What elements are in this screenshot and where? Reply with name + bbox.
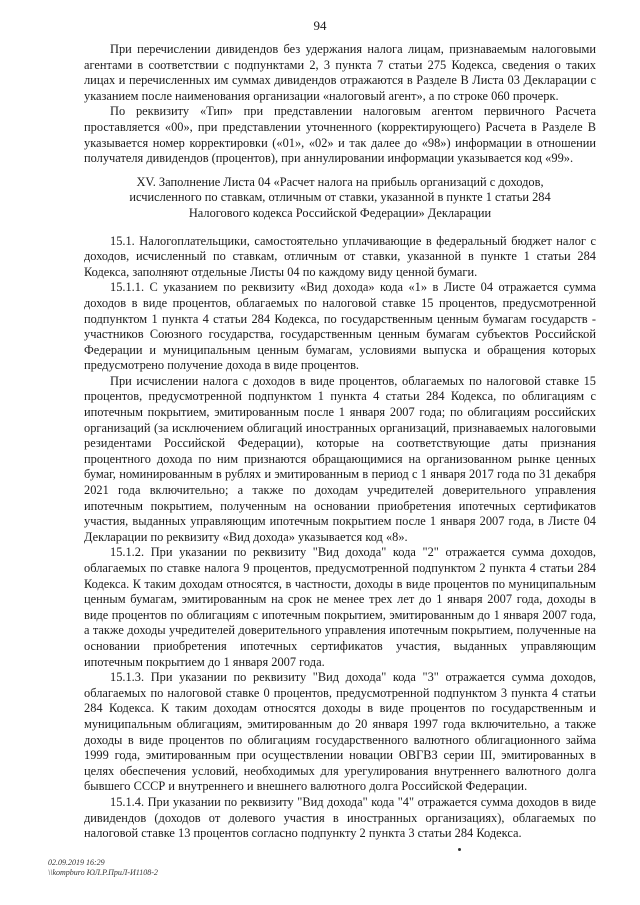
section-title-line: Налогового кодекса Российской Федерации» Декларации (188, 205, 492, 220)
paragraph-dividends-no-withholding: При перечислении дивидендов без удержания налога лицам, признаваемым налоговыми агентами в соответствии с подпунктами 2, 3 пункта 7 статьи 275 Кодекса, сведения о таких лицах и перечисленных им суммах дивидендов отражаются в Разделе В Листа 03 Декларации с указанием после наименования организации «налоговый агент», а по строке 060 прочерк. (84, 42, 596, 103)
paragraph-15-1-1: 15.1.1. С указанием по реквизиту «Вид дохода» кода «1» в Листе 04 отражается сумма доходов в виде процентов, облагаемых по налоговой ставке 15 процентов, предусмотренной подпунктом 1 пункта 4 статьи 284 Кодекса, по государственным ценным бумагам государств - участников Союзного государства, государственным ценным бумагам субъектов Российской Федерации и муниципальным ценным бумагам, условиями выпуска и обращения которых предусмотрено получение дохода в виде процентов. (84, 280, 596, 373)
page-number: 94 (313, 18, 327, 33)
paragraph-type-field: По реквизиту «Тип» при представлении налоговым агентом первичного Расчета проставляется «00», при представлении уточненного (корректирующего) Расчета в Разделе В указывается номер корректировки («01», «02» и так далее до «98») информации в отношении получателя дивидендов (процентов), при аннулировании информации указывается код «99». (84, 104, 596, 166)
section-title-line: XV. Заполнение Листа 04 «Расчет налога на прибыль организаций с доходов, (136, 174, 544, 189)
paragraph-15-1: 15.1. Налогоплательщики, самостоятельно уплачивающие в федеральный бюджет налог с доходов, исчисленный по ставкам, отличным от ставки, указанной в пункте 1 статьи 284 Кодекса, заполняют отдельные Листы 04 по каждому виду ценной бумаги. (84, 233, 596, 279)
paragraph-code-8: При исчислении налога с доходов в виде процентов, облагаемых по налоговой ставке 15 процентов, предусмотренной подпунктом 1 пункта 4 статьи 284 Кодекса, по облигациям с ипотечным покрытием, эмитированным после 1 января 2007 года; по облигациям российских организаций (за исключением облигаций иностранных организаций, признаваемых налоговыми резидентами Российской Федерации), которые на соответствующие даты признания процентного дохода по ним признаются обращающимися на организованном рынке ценных бумаг, номинированным в рублях и эмитированным в период с 1 января 2017 года по 31 декабря 2021 года включительно; а также по доходам учредителей доверительного управления ипотечным покрытием, полученным на основании приобретения ипотечных сертификатов участия, выданных управляющим ипотечным покрытием после 1 января 2007 года, в Листе 04 Декларации по реквизиту «Вид дохода» указывается код «8». (84, 373, 596, 544)
footer (48, 858, 158, 878)
section-title-line: исчисленного по ставкам, отличным от ставки, указанной в пункте 1 статьи 284 (129, 190, 551, 205)
stray-dot (458, 848, 461, 851)
section-title (84, 175, 596, 222)
document-body (84, 42, 596, 842)
paragraph-15-1-4: 15.1.4. При указании по реквизиту "Вид дохода" кода "4" отражается сумма доходов в виде дивидендов (доходов от долевого участия в иностранных организациях), облагаемых по налоговой ставке 13 процентов согласно подпункту 2 пункта 3 статьи 284 Кодекса. (84, 794, 596, 841)
footer-file-path: \\kompburo ЮЛ.Р.ПриЛ-И1108-2 (48, 868, 158, 877)
paragraph-15-1-3: 15.1.3. При указании по реквизиту "Вид дохода" кода "3" отражается сумма доходов, облагаемых по налоговой ставке 0 процентов, предусмотренной подпунктом 3 пункта 4 статьи 284 Кодекса. К таким доходам относятся доходы в виде процентов по государственным и муниципальным облигациям, эмитированным до 20 января 1997 года включительно, а также доходы в виде процентов по облигациям государственного валютного облигационного займа 1999 года, эмитированным при осуществлении новации ОВГВЗ серии III, эмитированных в целях обеспечения условий, необходимых для урегулирования внутреннего валютного долга бывшего СССР и внутреннего и внешнего валютного долга Российской Федерации. (84, 670, 596, 794)
paragraph-15-1-2: 15.1.2. При указании по реквизиту "Вид дохода" кода "2" отражается сумма доходов, облагаемых по ставке налога 9 процентов, предусмотренной подпунктом 2 пункта 4 статьи 284 Кодекса. К таким доходам относятся, в частности, доходы в виде процентов по муниципальным ценным бумагам, эмитированным на срок не менее трех лет до 1 января 2007 года, доходы в виде процентов по облигациям с ипотечным покрытием, эмитированным до 1 января 2007 года, а также доходы учредителей доверительного управления ипотечным покрытием, полученные на основании приобретения ипотечных сертификатов участия, выданных управляющим ипотечным покрытием до 1 января 2007 года. (84, 545, 596, 669)
footer-timestamp: 02.09.2019 16:29 (48, 858, 105, 867)
